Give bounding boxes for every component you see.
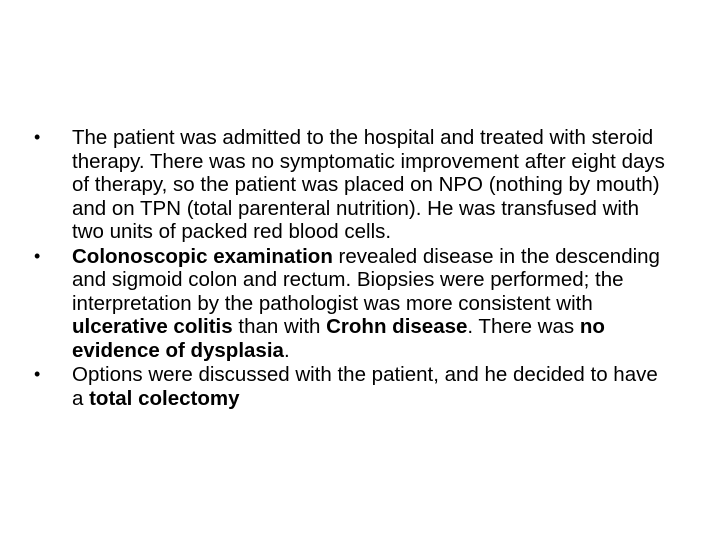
bullet-text: . There was [467, 315, 580, 338]
bullet-dot-icon: • [34, 127, 41, 147]
bullet-item [34, 126, 674, 244]
bullet-dot-icon: • [34, 364, 41, 384]
bullet-text: The patient was admitted to the hospital and treated with steroid therapy. There was no symptomatic improvement after eight days of therapy, so the patient was placed on NPO (nothing by mouth) and on TPN (total parenteral nutrition). He was transfused with two units of packed red blood cells. [72, 126, 665, 243]
bullet-text: Options were discussed with the patient, and he decided to have a [72, 363, 658, 410]
emphasis-text: total colectomy [89, 386, 240, 410]
bullet-item [34, 363, 674, 410]
bullet-dot-icon: • [34, 245, 41, 266]
emphasis-text: ulcerative colitis [72, 315, 233, 338]
bullet-text: . [283, 338, 290, 362]
emphasis-text: no evidence of dysplasia [72, 315, 605, 362]
bullet-text: revealed disease in the descending and sigmoid colon and rectum. Biopsies were performed; the interpretation by the pathologist was more consistent with [72, 244, 660, 315]
emphasis-text: Colonoscopic examination [72, 244, 333, 268]
bullet-item [34, 245, 674, 363]
bullet-text: than with [232, 315, 327, 338]
emphasis-text: Crohn disease [326, 315, 468, 338]
bullet-list [34, 126, 674, 411]
